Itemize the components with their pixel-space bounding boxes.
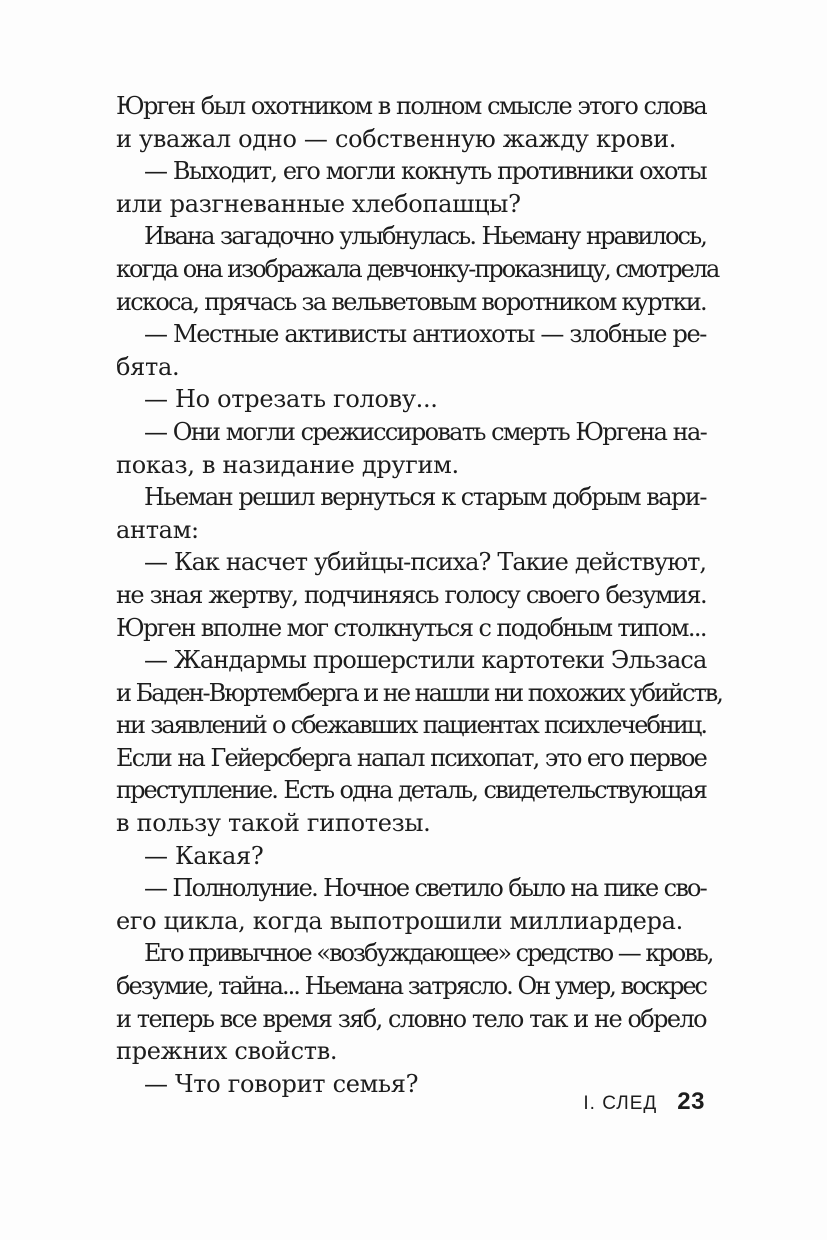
text-line: — Местные активисты антиохоты — злобные ре- xyxy=(144,320,706,349)
text-line: — Какая? xyxy=(144,841,264,870)
text-line: и Баден-Вюртемберга и не нашли ни похожих убийств, xyxy=(116,678,722,707)
text-line: Юрген вполне мог столкнуться с подобным типом... xyxy=(116,613,706,642)
text-line: Ивана загадочно улыбнулась. Ньеману нравилось, xyxy=(144,222,706,251)
text-line: — Выходит, его могли кокнуть противники охоты xyxy=(144,157,706,186)
text-line: — Но отрезать голову... xyxy=(144,385,438,414)
text-line: когда она изображала девчонку-проказницу, смотрела xyxy=(116,254,719,283)
text-line: — Что говорит семья? xyxy=(144,1069,419,1098)
text-line: безумие, тайна... Ньемана затрясло. Он умер, воскрес xyxy=(116,972,706,1001)
text-line: ни заявлений о сбежавших пациентах психлечебниц. xyxy=(116,711,706,740)
text-line: бята. xyxy=(116,352,180,381)
text-line: — Как насчет убийцы-психа? Такие действуют, xyxy=(144,548,706,577)
text-line: и теперь все время зяб, словно тело так и не обрело xyxy=(116,1004,706,1033)
text-line: не зная жертву, подчиняясь голосу своего безумия. xyxy=(116,580,706,609)
text-line: преступление. Есть одна деталь, свидетельствующая xyxy=(116,776,706,805)
text-line: и уважал одно — собственную жажду крови. xyxy=(116,124,677,153)
text-line: — Жандармы прошерстили картотеки Эльзаса xyxy=(144,646,707,675)
text-line: или разгневанные хлебопашцы? xyxy=(116,189,521,218)
text-line: его цикла, когда выпотрошили миллиардера. xyxy=(116,906,683,935)
chapter-title: I. СЛЕД xyxy=(583,1093,658,1114)
text-line: в пользу такой гипотезы. xyxy=(116,809,431,838)
text-line: Ньеман решил вернуться к старым добрым вари- xyxy=(144,483,706,512)
text-line: Юрген был охотником в полном смысле этого слова xyxy=(116,92,706,120)
page-number: 23 xyxy=(677,1088,705,1115)
text-line: Если на Гейерсберга напал психопат, это его первое xyxy=(116,743,706,772)
text-line: прежних свойств. xyxy=(116,1037,338,1066)
text-line: — Они могли срежиссировать смерть Юргена на- xyxy=(144,417,706,446)
running-footer xyxy=(583,1088,705,1116)
text-line: — Полнолуние. Ночное светило было на пике сво- xyxy=(144,874,706,903)
text-line: Его привычное «возбуждающее» средство — кровь, xyxy=(144,939,713,968)
text-line: показ, в назидание другим. xyxy=(116,450,459,479)
body-text xyxy=(116,90,722,1100)
text-line: антам: xyxy=(116,515,199,544)
text-line: искоса, прячась за вельветовым воротником куртки. xyxy=(116,287,706,316)
